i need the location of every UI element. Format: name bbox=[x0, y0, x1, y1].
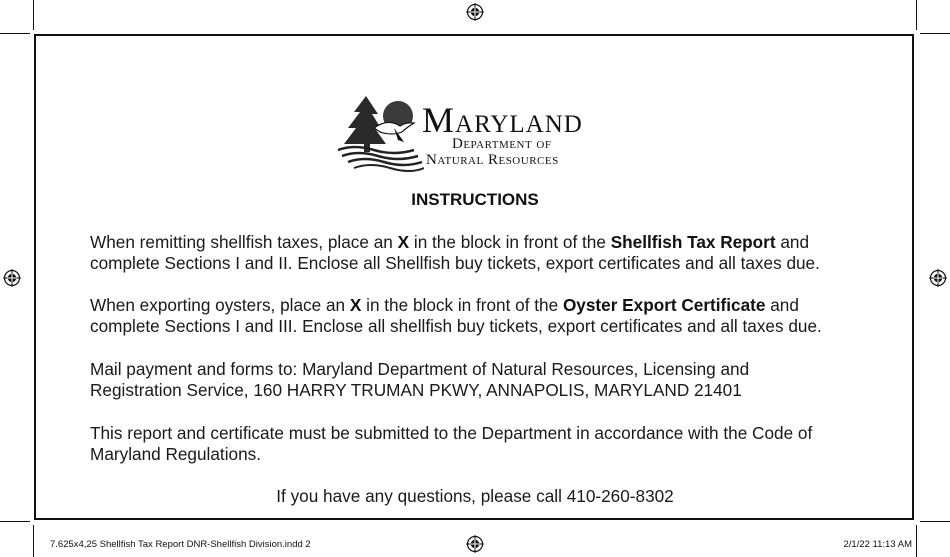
crop-mark bbox=[920, 33, 950, 34]
instruction-paragraph-1 bbox=[90, 232, 870, 274]
para2-text-a: When exporting oysters, place an bbox=[90, 295, 350, 315]
slug-date: 2/1/22 11:13 AM bbox=[843, 539, 912, 550]
para2-text-b: in the block in front of the bbox=[361, 295, 563, 315]
registration-mark-icon bbox=[466, 535, 484, 553]
para1-x: X bbox=[397, 232, 410, 252]
page-title: INSTRUCTIONS bbox=[411, 190, 539, 209]
slug-file-name: 7.625x4,25 Shellfish Tax Report DNR-Shellfish Division.indd 2 bbox=[50, 539, 311, 550]
para2-strong: Oyster Export Certificate bbox=[562, 295, 766, 315]
registration-mark-icon bbox=[466, 3, 484, 21]
para2-text-c: and complete Sections I and III. Enclose all shellfish buy tickets, export certificates and all taxes due. bbox=[90, 295, 822, 336]
mailing-address-paragraph: Mail payment and forms to: Maryland Department of Natural Resources, Licensing and Registration Service, 160 HARRY TRUMAN PKWY, ANNAPOLIS, MARYLAND 21401 bbox=[90, 359, 750, 400]
para1-text-b: in the block in front of the bbox=[409, 232, 611, 252]
logo-department: Department of bbox=[452, 136, 552, 152]
instruction-paragraph-2 bbox=[90, 295, 870, 337]
regulations-paragraph: This report and certificate must be submitted to the Department in accordance with the Code of Maryland Regulations. bbox=[90, 423, 813, 464]
logo-title: Maryland bbox=[422, 100, 583, 140]
crop-mark bbox=[33, 0, 34, 30]
crop-mark bbox=[920, 521, 950, 522]
registration-mark-icon bbox=[929, 269, 947, 287]
crop-mark bbox=[916, 0, 917, 30]
registration-mark-icon bbox=[3, 269, 21, 287]
para2-x: X bbox=[349, 295, 362, 315]
contact-line: If you have any questions, please call 410-260-8302 bbox=[276, 486, 674, 506]
crop-mark bbox=[916, 525, 917, 557]
crop-mark bbox=[0, 33, 30, 34]
para1-text-c: and complete Sections I and II. Enclose all Shellfish buy tickets, export certificates and all taxes due. bbox=[90, 232, 820, 273]
dnr-logo bbox=[334, 92, 624, 176]
para1-text-a: When remitting shellfish taxes, place an bbox=[90, 232, 398, 252]
tree-bird-logo-icon bbox=[334, 92, 424, 176]
crop-mark bbox=[0, 521, 30, 522]
crop-mark bbox=[33, 525, 34, 557]
logo-natural-resources: Natural Resources bbox=[426, 152, 559, 168]
para1-strong: Shellfish Tax Report bbox=[610, 232, 776, 252]
